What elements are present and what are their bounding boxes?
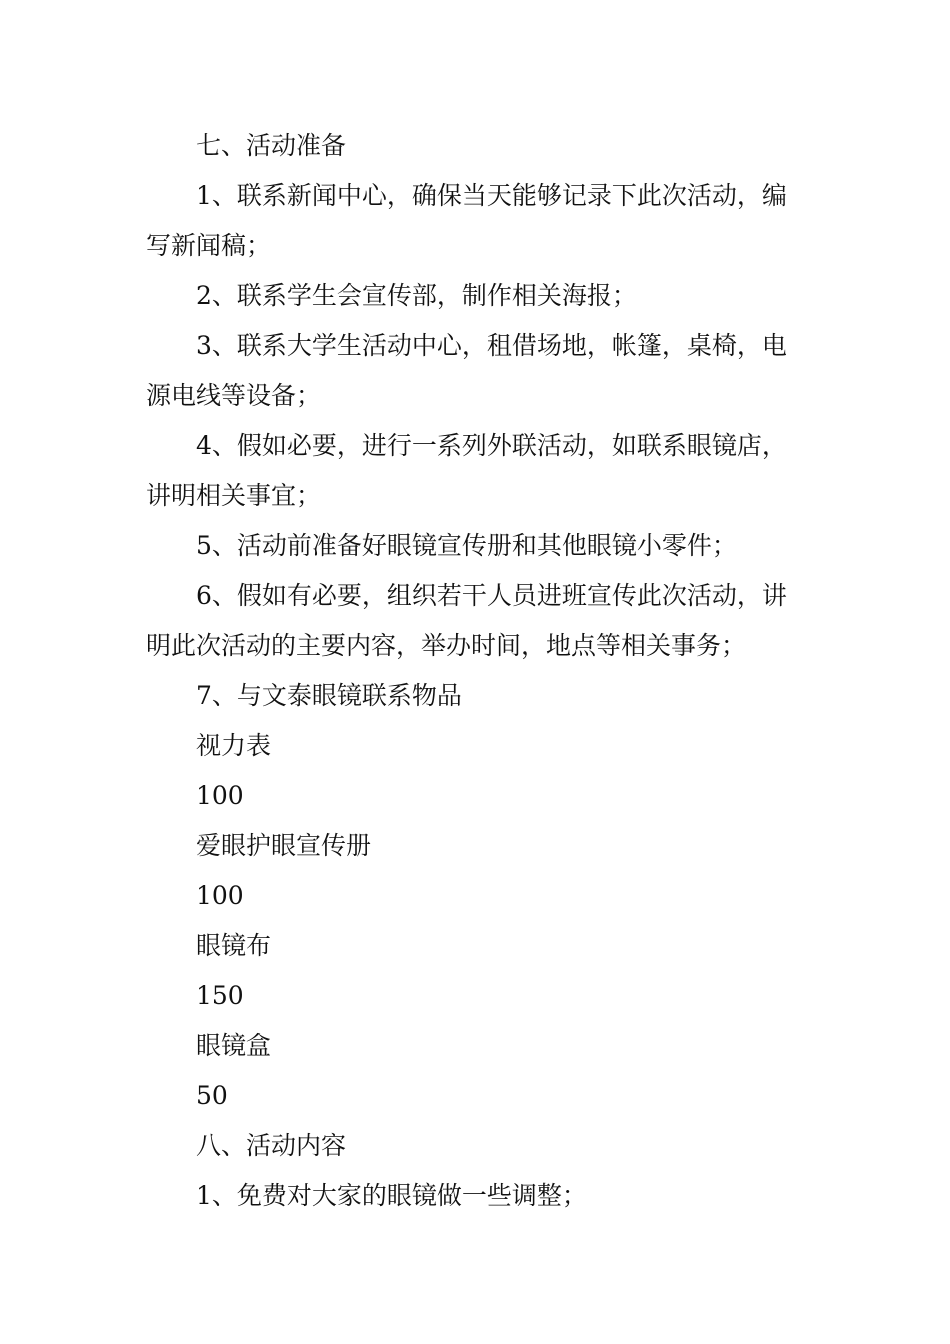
supply-item-quantity: 100 xyxy=(196,781,244,810)
preparation-item-6: 6、假如有必要，组织若干人员进班宣传此次活动，讲明此次活动的主要内容，举办时间，地点等相关事务； xyxy=(146,581,787,660)
preparation-item-4: 4、假如必要，进行一系列外联活动，如联系眼镜店，讲明相关事宜； xyxy=(146,431,787,510)
document-body xyxy=(146,121,808,1221)
supply-item-name: 视力表 xyxy=(196,731,272,760)
supply-item-name: 眼镜布 xyxy=(196,931,272,960)
supply-item-quantity: 100 xyxy=(196,881,244,910)
preparation-item-7: 7、与文泰眼镜联系物品 xyxy=(196,681,462,710)
preparation-item-5: 5、活动前准备好眼镜宣传册和其他眼镜小零件； xyxy=(196,531,737,560)
preparation-item-3: 3、联系大学生活动中心，租借场地，帐篷，桌椅，电源电线等设备； xyxy=(146,331,787,410)
section-heading-activity-content: 八、活动内容 xyxy=(196,1131,347,1160)
supply-item-name: 眼镜盒 xyxy=(196,1031,272,1060)
section-heading-preparation: 七、活动准备 xyxy=(196,131,347,160)
supply-item-quantity: 50 xyxy=(196,1081,228,1110)
preparation-item-2: 2、联系学生会宣传部，制作相关海报； xyxy=(196,281,637,310)
supply-item-name: 爱眼护眼宣传册 xyxy=(196,831,372,860)
supply-item-quantity: 150 xyxy=(196,981,244,1010)
preparation-item-1: 1、联系新闻中心，确保当天能够记录下此次活动，编写新闻稿； xyxy=(146,181,787,260)
activity-content-item-1: 1、免费对大家的眼镜做一些调整； xyxy=(196,1181,587,1210)
